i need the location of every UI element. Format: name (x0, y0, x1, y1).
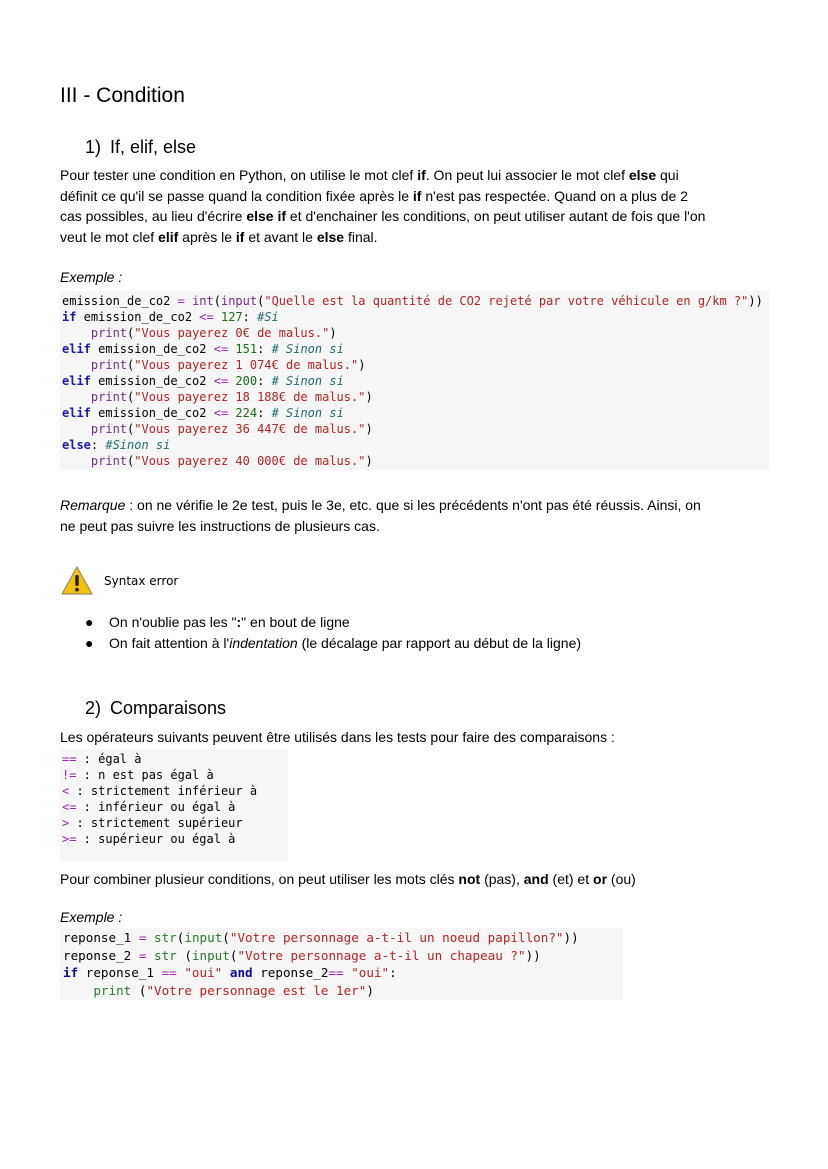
syntax-error-list (60, 612, 581, 653)
code-function: print (90, 454, 128, 468)
paragraph-text: cas possibles, au lieu d'écrire (60, 208, 247, 224)
code-number: 151 (235, 342, 258, 356)
code-function: input (191, 947, 230, 963)
code-text: : (257, 374, 272, 388)
code-string: "Vous payerez 1 074€ de malus." (134, 358, 359, 372)
code-text: : (242, 310, 258, 324)
operator-description: : strictement inférieur à (69, 784, 258, 798)
section-1-title: If, elif, else (110, 137, 197, 157)
operator-description: : supérieur ou égal à (76, 832, 236, 846)
code-block-combined-conditions (60, 928, 623, 1000)
code-operator: = (138, 930, 147, 945)
code-string: "Vous payerez 36 447€ de malus." (134, 422, 366, 436)
operator-symbol: <= (62, 800, 77, 814)
code-text: : (257, 406, 272, 420)
code-text (214, 310, 221, 324)
paragraph-text: (et) et (548, 871, 594, 887)
list-item-text: On n'oublie pas les " (109, 614, 237, 630)
code-function: str (154, 930, 177, 945)
keyword-bold: and (523, 871, 549, 887)
code-text: )) (525, 947, 541, 963)
list-item-text: " en bout de ligne (241, 614, 350, 630)
code-operator: == (161, 965, 177, 980)
operator-row (62, 831, 288, 847)
code-line (62, 325, 769, 341)
paragraph-text: et d'enchainer les conditions, on peut utiliser autant de fois que l'on (286, 208, 706, 224)
example-1-label: Exemple : (60, 269, 123, 285)
operator-symbol: != (62, 768, 77, 782)
code-line (63, 947, 623, 965)
code-keyword: elif (62, 374, 91, 388)
operator-symbol: == (62, 752, 77, 766)
code-text: ( (229, 947, 238, 963)
code-operator: == (328, 965, 344, 980)
code-text: ( (127, 326, 135, 340)
code-text (185, 294, 192, 308)
code-keyword: and (229, 965, 253, 980)
section-1-paragraph (60, 165, 780, 247)
section-1-number: 1) (85, 137, 102, 157)
keyword-bold: not (458, 871, 481, 887)
code-text: reponse_2 (252, 965, 329, 980)
code-function: print (90, 326, 128, 340)
code-text: ( (176, 947, 192, 963)
code-number: 127 (220, 310, 243, 324)
code-line (62, 341, 769, 357)
code-comment: #Sinon si (105, 438, 171, 452)
code-text: ( (127, 390, 135, 404)
code-text: ) (329, 326, 337, 340)
page-title: III - Condition (60, 84, 185, 107)
code-string: "Votre personnage a-t-il un noeud papillon?" (229, 930, 564, 945)
code-text (62, 326, 91, 340)
section-2-heading (85, 696, 226, 720)
code-text (146, 930, 154, 945)
keyword-bold: if (235, 228, 245, 245)
code-text: ) (365, 422, 373, 436)
operator-description: : égal à (76, 752, 142, 766)
bullet-icon: ● (85, 634, 94, 651)
keyword-bold: else (628, 167, 657, 183)
code-line (63, 929, 623, 947)
code-keyword: if (62, 310, 77, 324)
code-string: "Vous payerez 0€ de malus." (134, 326, 330, 340)
code-text (62, 454, 91, 468)
code-text: reponse_1 (78, 965, 162, 980)
operator-description: : n est pas égal à (76, 768, 214, 782)
code-keyword: elif (62, 342, 91, 356)
code-line (62, 405, 769, 421)
code-comment: # Sinon si (271, 406, 344, 420)
code-line (63, 964, 623, 982)
code-function: print (90, 390, 128, 404)
code-text: emission_de_co2 (90, 374, 214, 388)
code-text: ( (222, 930, 230, 945)
paragraph-text: final. (344, 228, 378, 245)
code-text (62, 358, 91, 372)
code-text: ) (365, 454, 373, 468)
operator-description: : inférieur ou égal à (76, 800, 236, 814)
keyword-bold: or (593, 871, 608, 887)
code-string: "Vous payerez 18 188€ de malus." (134, 390, 366, 404)
operator-row (62, 799, 288, 815)
code-comment: #Si (257, 310, 279, 324)
code-text: )) (748, 294, 763, 308)
code-text: ( (213, 294, 221, 308)
code-string: "Votre personnage est le 1er" (146, 982, 367, 998)
operator-row (62, 783, 288, 799)
code-text: reponse_1 (63, 930, 139, 945)
code-string: "Vous payerez 40 000€ de malus." (134, 454, 366, 468)
section-2-title: Comparaisons (110, 698, 227, 718)
code-comment: # Sinon si (271, 342, 344, 356)
code-text: : (90, 438, 106, 452)
code-text: : (389, 965, 397, 980)
code-text: emission_de_co2 (90, 406, 214, 420)
warning-triangle-icon (60, 565, 94, 597)
section-2-number: 2) (85, 698, 102, 718)
code-function: print (93, 982, 132, 998)
syntax-error-label: Syntax error (104, 574, 179, 588)
code-function: str (154, 947, 177, 963)
code-string: "oui" (351, 965, 390, 980)
code-text: )) (563, 930, 579, 945)
operator-row (62, 815, 288, 831)
code-text: ) (365, 390, 373, 404)
operator-symbol: > (62, 816, 70, 830)
code-text (146, 948, 154, 963)
code-text: : (257, 342, 272, 356)
keyword-bold: if (417, 167, 426, 183)
code-number: 200 (235, 374, 258, 388)
list-item-text: (le décalage par rapport au début de la ligne) (297, 634, 582, 651)
section-1-heading (85, 135, 196, 159)
code-function: print (90, 358, 128, 372)
code-function: input (220, 294, 258, 308)
code-text (62, 422, 91, 436)
paragraph-text: définit ce qu'il se passe quand la condition fixée après le (60, 187, 413, 204)
paragraph-text: (ou) (607, 871, 636, 887)
paragraph-text: . On peut lui associer le mot clef (425, 167, 629, 183)
operator-symbol: >= (62, 832, 77, 846)
code-line (62, 309, 769, 325)
operator-symbol: < (62, 784, 70, 798)
paragraph-text: n'est pas respectée. Quand on a plus de 2 (421, 187, 688, 204)
operator-description: : strictement supérieur (69, 816, 243, 830)
code-text: ( (131, 982, 147, 998)
code-text: emission_de_co2 (62, 294, 178, 308)
remark-line-1: : on ne vérifie le 2e test, puis le 3e, etc. que si les précédents n'ont pas été réussis. Ainsi, on (125, 497, 701, 513)
code-operator: <= (199, 310, 214, 324)
paragraph-text: veut le mot clef (60, 228, 159, 245)
operator-row (62, 767, 288, 783)
keyword-bold: if (412, 187, 422, 204)
code-line (62, 373, 769, 389)
remark-line-2: ne peut pas suivre les instructions de plusieurs cas. (60, 517, 380, 534)
code-text: ) (366, 982, 374, 998)
code-line (62, 437, 769, 453)
keyword-bold: else (316, 228, 345, 245)
list-item-text: On fait attention à l' (109, 634, 230, 651)
code-text (222, 965, 230, 980)
code-text: ( (127, 422, 135, 436)
code-function: input (184, 930, 223, 945)
code-text (62, 390, 91, 404)
code-line (62, 453, 769, 469)
paragraph-text: et avant le (244, 228, 317, 245)
paragraph-text: qui (656, 167, 679, 183)
code-line (62, 421, 769, 437)
keyword-bold: else if (246, 208, 287, 224)
remark-label: Remarque (60, 497, 126, 513)
paragraph-text: (pas), (480, 871, 524, 887)
code-function: int (192, 294, 214, 308)
code-operator: = (177, 294, 185, 308)
code-line (62, 389, 769, 405)
keyword-bold: elif (158, 228, 179, 245)
code-operator: <= (213, 374, 229, 388)
code-text: ( (127, 454, 135, 468)
list-item-text: : (236, 614, 242, 630)
paragraph-text: Pour combiner plusieur conditions, on peut utiliser les mots clés (60, 871, 459, 887)
code-comment: # Sinon si (271, 374, 344, 388)
code-string: "Votre personnage a-t-il un chapeau ?" (237, 947, 526, 963)
code-string: "Quelle est la quantité de CO2 rejeté par votre véhicule en g/km ?" (264, 294, 749, 308)
comparisons-intro: Les opérateurs suivants peuvent être utilisés dans les tests pour faire des comparaisons : (60, 729, 615, 745)
code-text: ( (257, 294, 265, 308)
operator-row (62, 751, 288, 767)
code-operator: = (138, 947, 147, 963)
code-string: "oui" (184, 965, 223, 980)
code-line (62, 357, 769, 373)
remark-paragraph (60, 495, 780, 536)
code-operator: <= (213, 406, 229, 420)
code-line (63, 982, 623, 1000)
code-block-if-elif-else (60, 291, 769, 470)
code-text: ( (176, 930, 185, 945)
code-text: reponse_2 (63, 947, 139, 963)
example-2-label: Exemple : (60, 909, 123, 925)
list-item (60, 633, 581, 654)
code-operator: <= (213, 342, 229, 356)
list-item (60, 612, 581, 633)
code-keyword: elif (62, 406, 91, 420)
code-text (63, 983, 93, 998)
comparison-operators-block (60, 749, 288, 861)
paragraph-text: Pour tester une condition en Python, on utilise le mot clef (60, 167, 418, 183)
paragraph-text: après le (178, 228, 236, 245)
code-function: print (90, 422, 128, 436)
code-number: 224 (235, 406, 258, 420)
code-line (62, 293, 769, 309)
code-keyword: if (63, 965, 79, 980)
code-keyword: else (62, 438, 91, 452)
code-text: ) (358, 358, 366, 372)
code-text: emission_de_co2 (90, 342, 214, 356)
list-item-text: indentation (229, 634, 298, 651)
code-text: emission_de_co2 (76, 310, 200, 324)
bullet-icon: ● (85, 614, 94, 630)
combine-conditions-line (60, 869, 780, 890)
code-text: ( (127, 358, 135, 372)
